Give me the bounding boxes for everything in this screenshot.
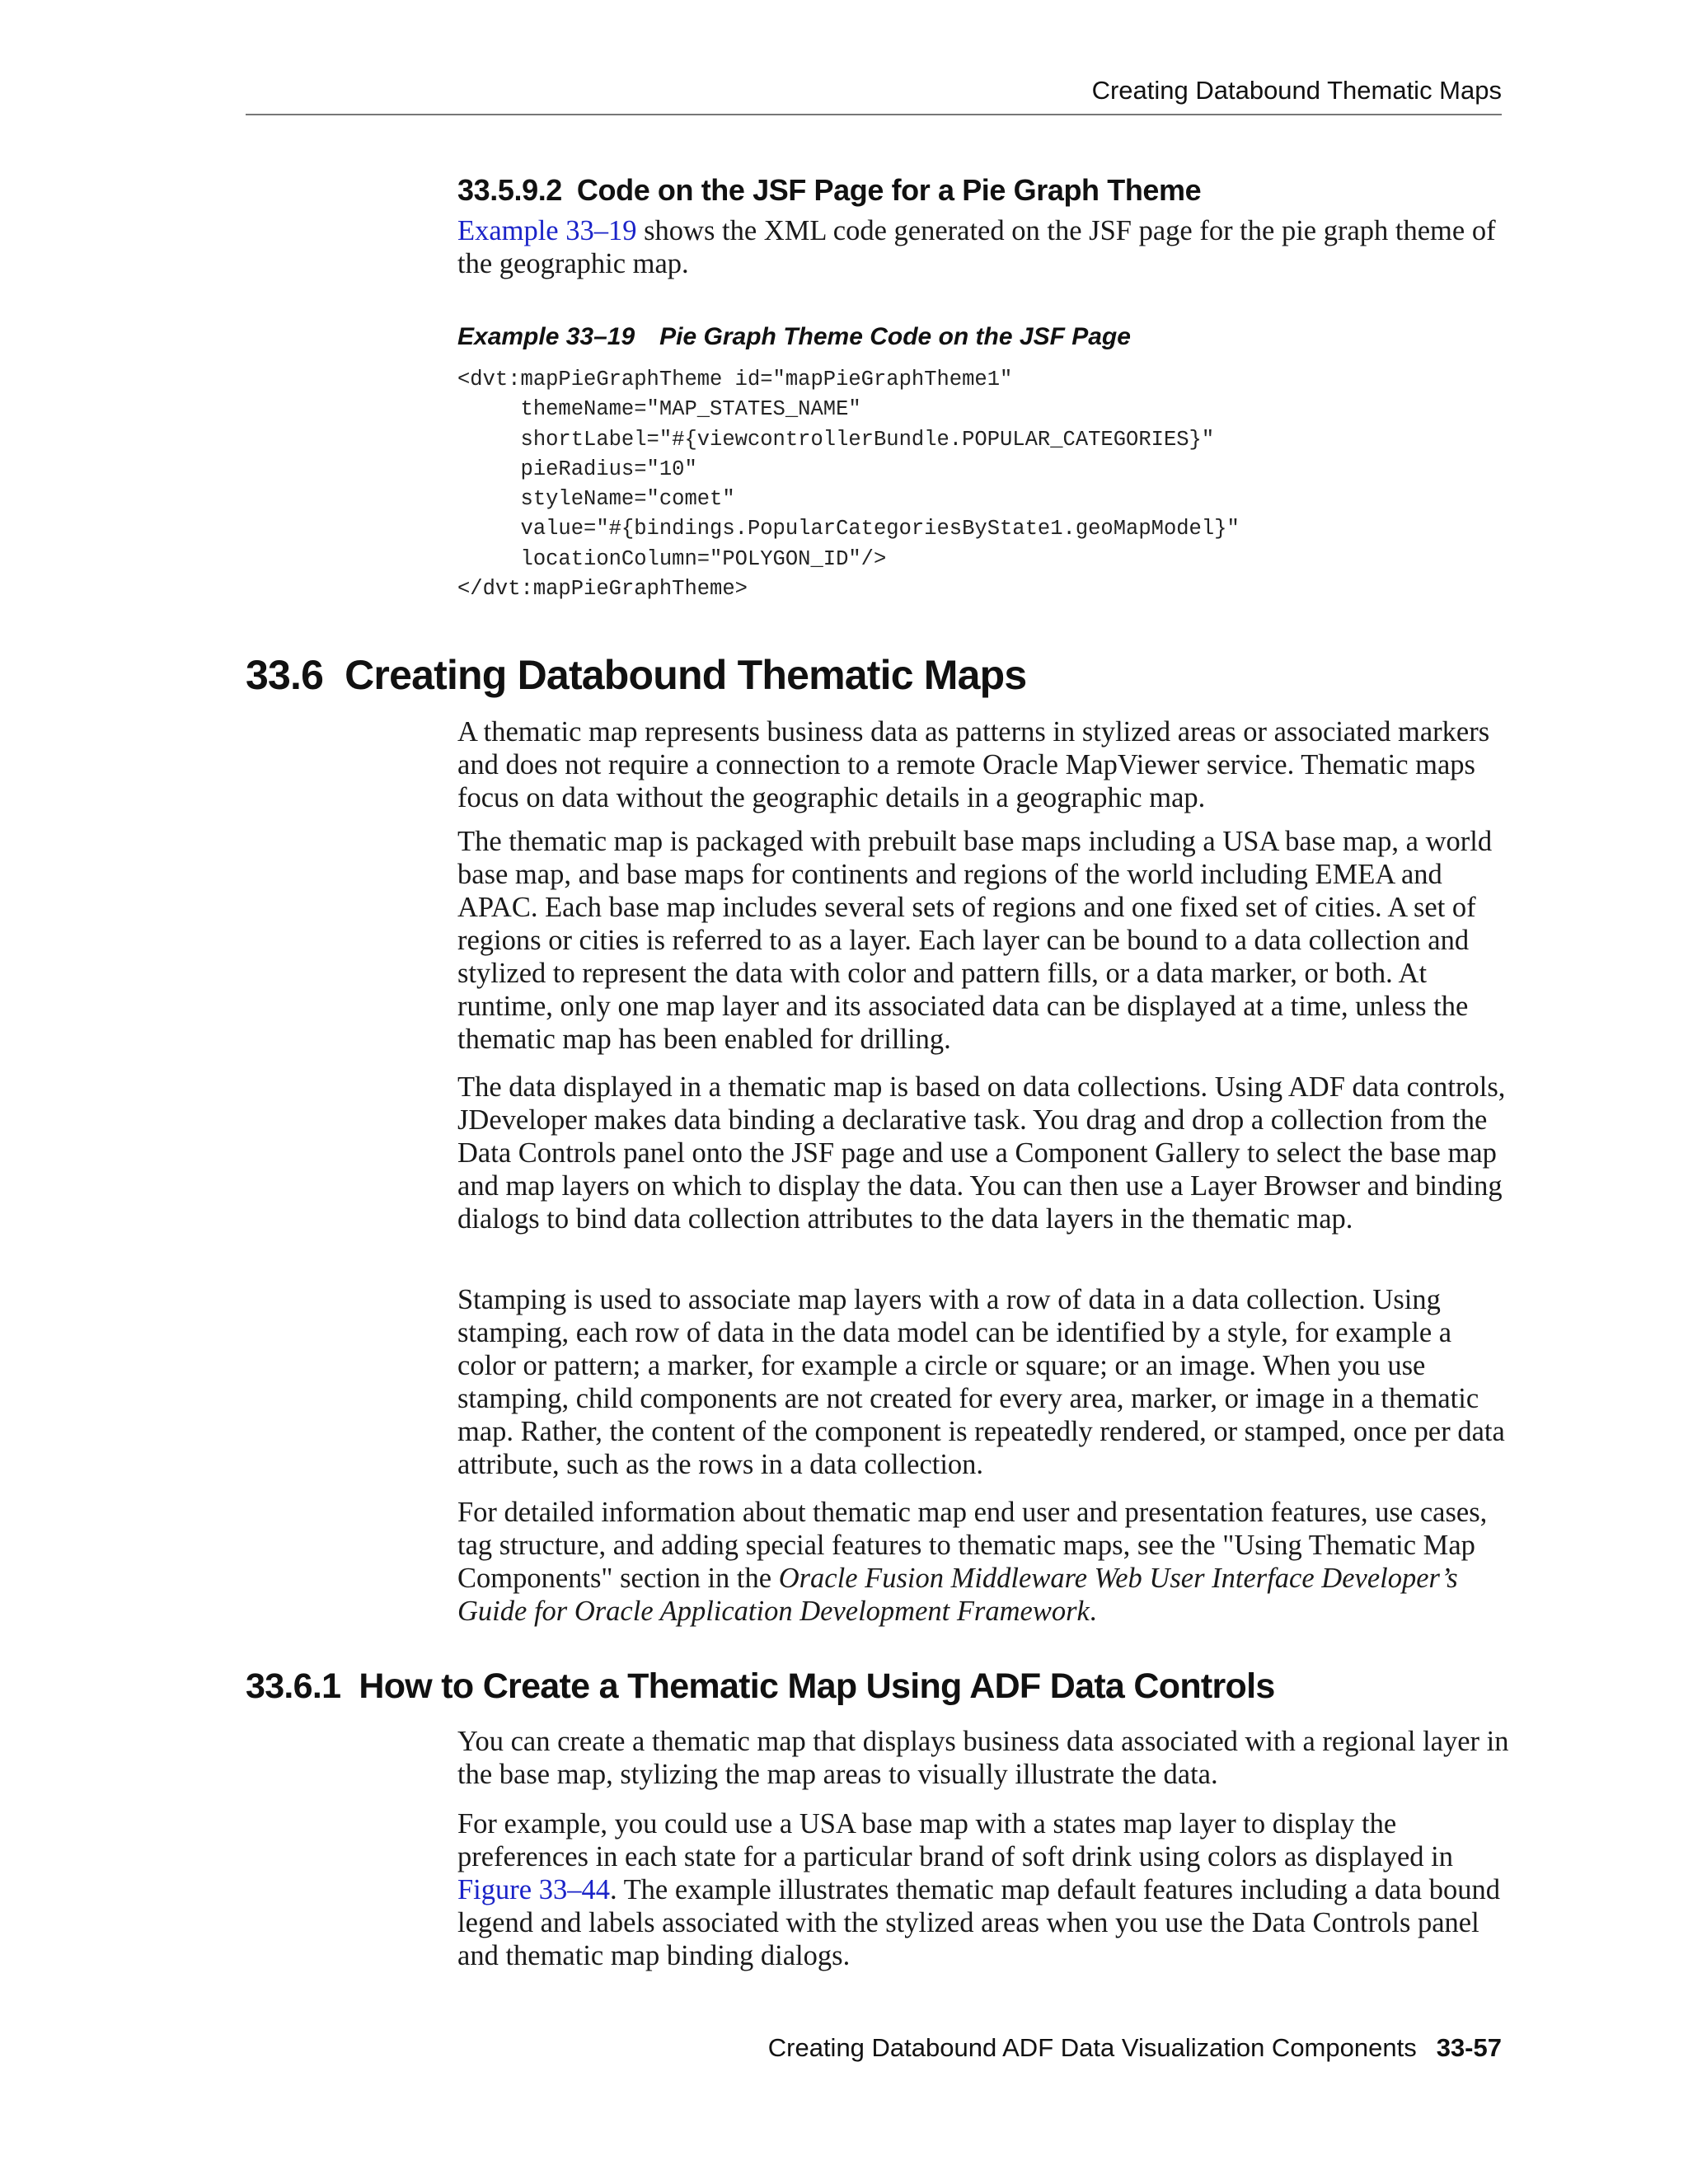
paragraph-6: You can create a thematic map that displays business data associated with a regional layer in the base map, stylizing the map areas to visually illustrate the data. (457, 1726, 1509, 1790)
footer-chapter-title: Creating Databound ADF Data Visualization Components (767, 2033, 1417, 2062)
example-caption-number: Example 33–19 (457, 323, 635, 350)
example-caption (457, 323, 1131, 351)
paragraph-7-text: For example, you could use a USA base map with a states map layer to display the preferences in each state for a particular brand of soft drink using colors as displayed in (457, 1808, 1454, 1872)
subsection-heading-33-5-9-2 (457, 173, 1201, 208)
example-link[interactable]: Example 33–19 (457, 215, 637, 246)
paragraph-2: The thematic map is packaged with prebuilt base maps including a USA base map, a world base map, and base maps for continents and regions of the world including EMEA and APAC. Each base map includes several sets of regions and one fixed set of cities. A set of regions or cities is referred to as a layer. Each layer can be bound to a data collection and stylized to represent the data with color and pattern fills, or a data marker, or both. At runtime, only one map layer and its associated data can be displayed at a time, unless the thematic map has been enabled for drilling. (457, 826, 1493, 1055)
example-caption-title: Pie Graph Theme Code on the JSF Page (659, 323, 1131, 350)
intro-text: shows the XML code generated on the JSF page for the pie graph theme of the geographic map. (457, 215, 1496, 279)
section-heading-33-6-1 (246, 1666, 1275, 1707)
code-block: <dvt:mapPieGraphTheme id="mapPieGraphTheme1" themeName="MAP_STATES_NAME" shortLabel="#{viewcontrollerBundle.POPULAR_CATEGORIES}" pieRadius="10" styleName="comet" value="#{bindings.PopularCategoriesByState1.geoMapModel}" locationColumn="POLYGON_ID"/> </dvt:mapPieGraphTheme> (457, 368, 1240, 602)
subsection-number: 33.6.1 (246, 1666, 341, 1706)
paragraph-1: A thematic map represents business data as patterns in stylized areas or associated markers and does not require a connection to a remote Oracle MapViewer service. Thematic maps focus on data without the geographic details in a geographic map. (457, 716, 1490, 813)
page-number: 33-57 (1436, 2033, 1502, 2062)
paragraph-5 (457, 1496, 1512, 1628)
subsection-title: How to Create a Thematic Map Using ADF Data Controls (359, 1666, 1275, 1706)
page-footer (246, 2033, 1502, 2063)
section-number: 33.6 (246, 652, 324, 698)
paragraph-5-text: For detailed information about thematic map end user and presentation features, use cases, tag structure, and adding special features to thematic maps, see the "Using Thematic Map Components" section in the (457, 1497, 1488, 1594)
section-heading-33-6 (246, 651, 1026, 699)
subsection-title: Code on the JSF Page for a Pie Graph Theme (576, 173, 1202, 207)
paragraph-4: Stamping is used to associate map layers with a row of data in a data collection. Using stamping, each row of data in the data model can be identified by a style, for example a color or pattern; a marker, for example a circle or square; or an image. When you use stamping, child components are not created for every area, marker, or image in a thematic map. Rather, the content of the component is repeatedly rendered, or stamped, once per data attribute, such as the rows in a data collection. (457, 1284, 1505, 1480)
paragraph-3: The data displayed in a thematic map is based on data collections. Using ADF data controls, JDeveloper makes data binding a declarative task. You drag and drop a collection from the Data Controls panel onto the JSF page and use a Component Gallery to select the base map and map layers on which to display the data. You can then use a Layer Browser and binding dialogs to bind data collection attributes to the data layers in the thematic map. (457, 1071, 1506, 1235)
paragraph-7 (457, 1807, 1512, 1972)
section-title: Creating Databound Thematic Maps (345, 652, 1027, 698)
intro-paragraph (457, 214, 1512, 280)
guide-reference: Oracle Fusion Middleware Web User Interface Developer’s Guide for Oracle Application Development Framework (457, 1563, 1458, 1627)
paragraph-7-end: . The example illustrates thematic map default features including a data bound legend and labels associated with the stylized areas when you use the Data Controls panel and thematic map binding dialogs. (457, 1874, 1500, 1971)
subsection-number: 33.5.9.2 (457, 173, 562, 207)
figure-link[interactable]: Figure 33–44 (457, 1874, 610, 1905)
header-rule (246, 114, 1502, 115)
running-header: Creating Databound Thematic Maps (1091, 76, 1502, 105)
paragraph-5-end: . (1089, 1596, 1097, 1627)
